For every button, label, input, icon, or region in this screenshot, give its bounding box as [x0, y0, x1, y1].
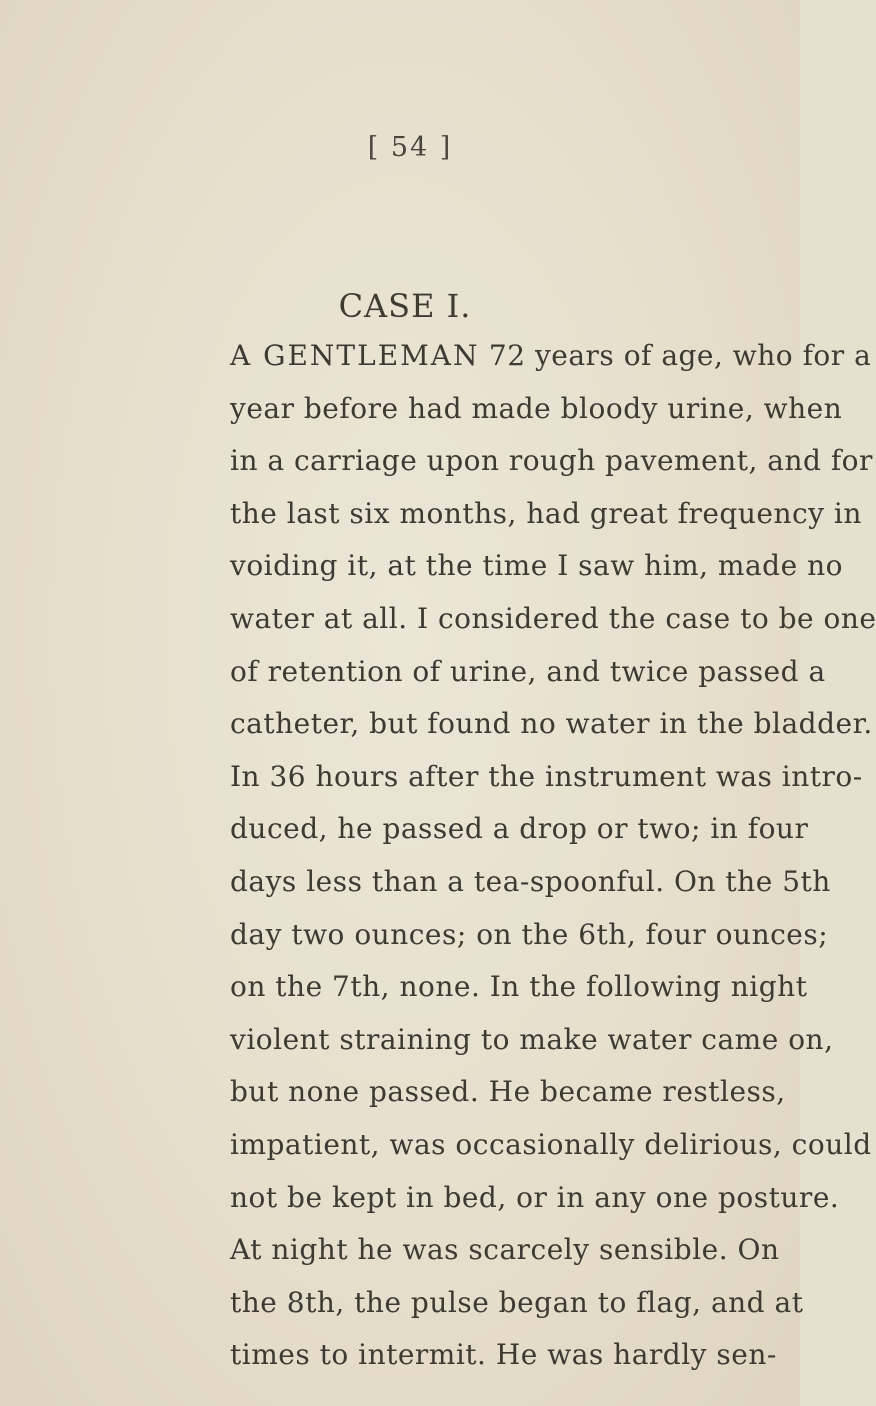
- text-line-1: [230, 330, 872, 383]
- text-line-14: violent straining to make water came on,: [230, 1022, 834, 1056]
- text-line-15: but none passed. He became restless,: [230, 1075, 786, 1109]
- text-line-5: voiding it, at the time I saw him, made no: [230, 549, 843, 583]
- text-line-13: on the 7th, none. In the following night: [230, 970, 808, 1004]
- text-line-19: the 8th, the pulse began to flag, and at: [230, 1285, 804, 1319]
- text-line-6: water at all. I considered the case to be one: [230, 601, 876, 635]
- case-body-text: [230, 330, 876, 1382]
- text-line-9: In 36 hours after the instrument was intro-: [230, 759, 863, 793]
- text-line-1-rest: 72 years of age, who for a: [479, 339, 872, 372]
- text-line-7: of retention of urine, and twice passed a: [230, 654, 826, 688]
- text-line-10: duced, he passed a drop or two; in four: [230, 812, 809, 846]
- text-line-8: catheter, but found no water in the bladder.: [230, 707, 873, 741]
- text-line-3: in a carriage upon rough pavement, and for: [230, 444, 873, 478]
- text-line-12: day two ounces; on the 6th, four ounces;: [230, 917, 829, 951]
- lead-word: A GENTLEMAN: [230, 339, 480, 372]
- text-line-2: year before had made bloody urine, when: [230, 391, 843, 425]
- page-number: [ 54 ]: [367, 132, 453, 163]
- text-line-20: times to intermit. He was hardly sen-: [230, 1338, 777, 1372]
- text-line-4: the last six months, had great frequency in: [230, 496, 862, 530]
- text-line-18: At night he was scarcely sensible. On: [230, 1233, 780, 1267]
- text-line-16: impatient, was occasionally delirious, could: [230, 1127, 872, 1161]
- case-heading: CASE I.: [338, 287, 472, 325]
- text-line-11: days less than a tea-spoonful. On the 5th: [230, 864, 831, 898]
- text-line-17: not be kept in bed, or in any one posture.: [230, 1180, 840, 1214]
